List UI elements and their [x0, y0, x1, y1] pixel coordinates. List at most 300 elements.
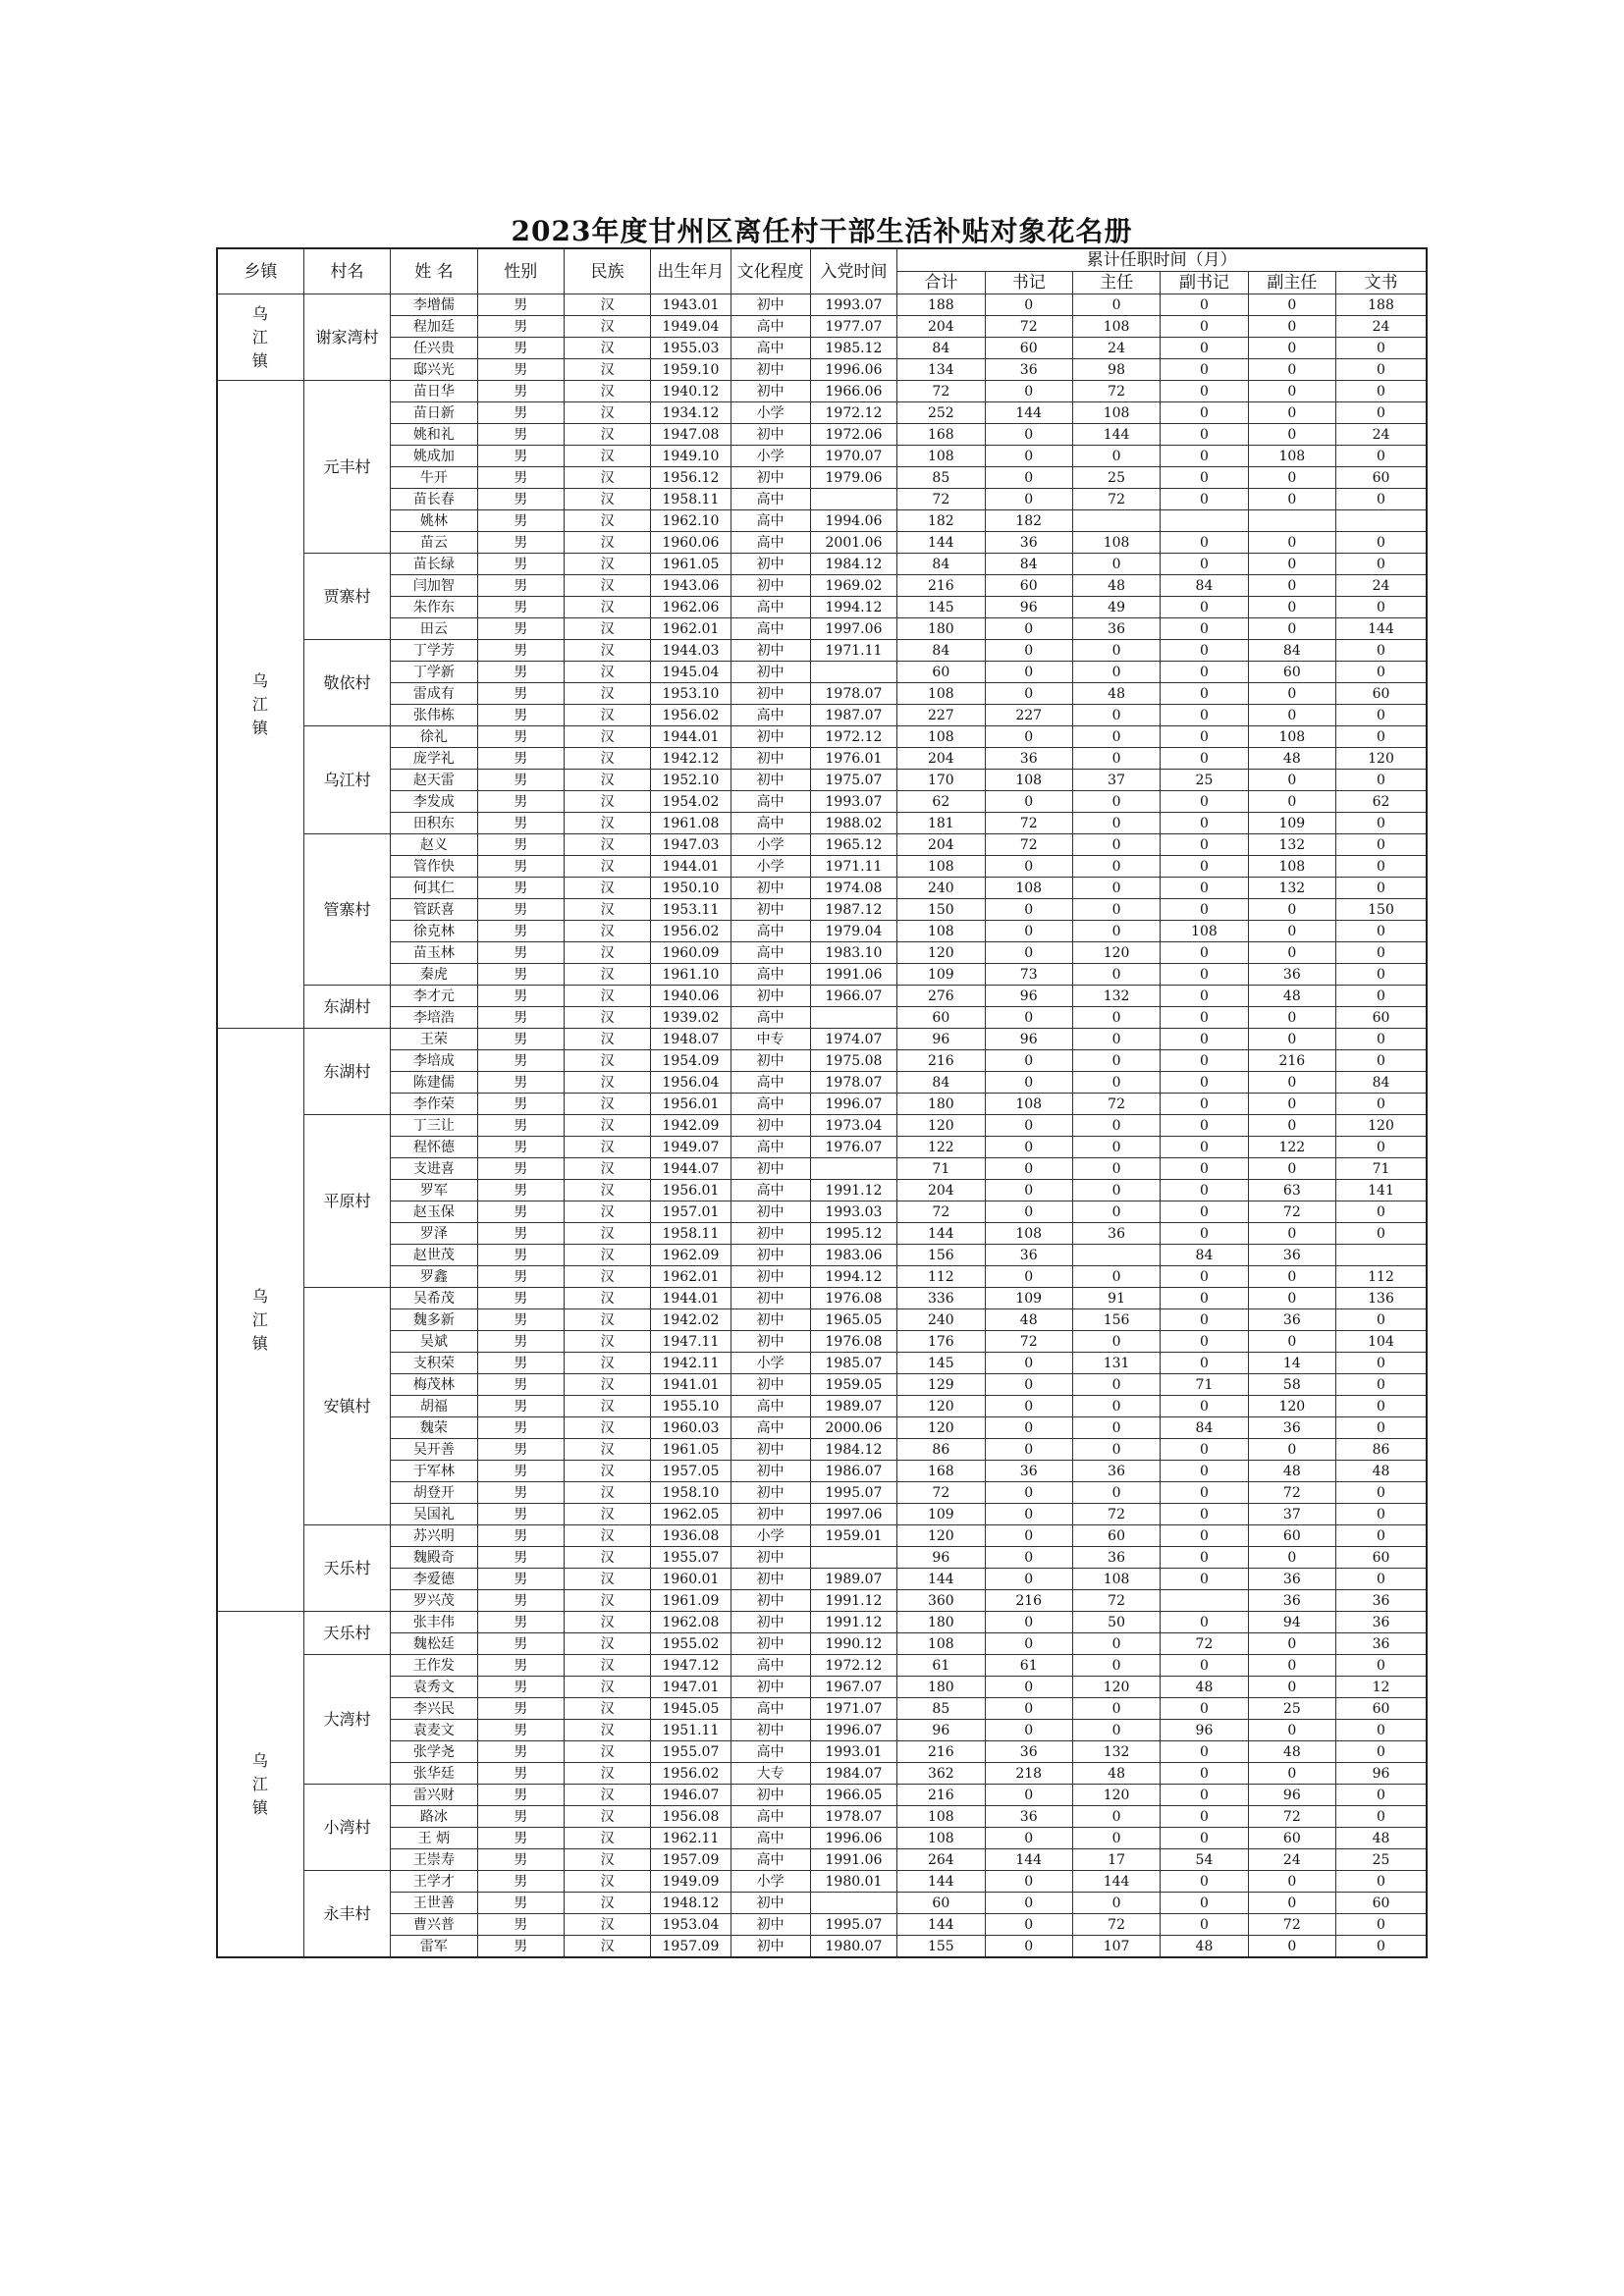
secretary-months-cell: 36 [985, 748, 1072, 770]
birth-cell: 1934.12 [651, 402, 731, 424]
deputy-director-months-cell: 48 [1248, 748, 1335, 770]
deputy-director-months-cell: 0 [1248, 1871, 1335, 1893]
deputy-secretary-months-cell: 0 [1161, 834, 1248, 856]
secretary-months-cell: 36 [985, 1741, 1072, 1763]
deputy-secretary-months-cell: 0 [1161, 446, 1248, 467]
deputy-secretary-months-cell: 0 [1161, 1763, 1248, 1785]
table-row [217, 1504, 1427, 1525]
party-cell: 1970.07 [810, 446, 896, 467]
ethnicity-cell: 汉 [564, 1180, 650, 1201]
total-months-cell: 84 [897, 338, 985, 359]
director-months-cell: 0 [1072, 1417, 1160, 1439]
secretary-months-cell: 0 [985, 489, 1072, 510]
deputy-secretary-months-cell: 96 [1161, 1720, 1248, 1741]
director-months-cell: 0 [1072, 446, 1160, 467]
director-months-cell: 0 [1072, 640, 1160, 662]
gender-cell: 男 [477, 1353, 564, 1374]
education-cell: 高中 [731, 489, 810, 510]
ethnicity-cell: 汉 [564, 1677, 650, 1698]
education-cell: 初中 [731, 1936, 810, 1958]
gender-cell: 男 [477, 532, 564, 554]
deputy-director-months-cell: 108 [1248, 726, 1335, 748]
secretary-months-cell: 0 [985, 1072, 1072, 1094]
deputy-director-months-cell: 0 [1248, 1288, 1335, 1309]
education-cell: 初中 [731, 1288, 810, 1309]
secretary-months-cell: 0 [985, 1720, 1072, 1741]
director-months-cell: 98 [1072, 359, 1160, 381]
director-months-cell: 120 [1072, 1785, 1160, 1806]
secretary-months-cell: 0 [985, 1158, 1072, 1180]
clerk-months-cell: 0 [1336, 1504, 1427, 1525]
secretary-months-cell: 0 [985, 640, 1072, 662]
birth-cell: 1954.02 [651, 791, 731, 813]
birth-cell: 1956.08 [651, 1806, 731, 1828]
roster-table [216, 247, 1428, 1958]
total-months-cell: 180 [897, 618, 985, 640]
clerk-months-cell: 60 [1336, 683, 1427, 705]
birth-cell: 1961.05 [651, 1439, 731, 1461]
director-months-cell: 0 [1072, 899, 1160, 921]
deputy-secretary-months-cell: 0 [1161, 532, 1248, 554]
secretary-months-cell: 72 [985, 316, 1072, 338]
party-cell: 1993.07 [810, 791, 896, 813]
deputy-director-months-cell: 0 [1248, 921, 1335, 942]
birth-cell: 1956.02 [651, 705, 731, 726]
gender-cell: 男 [477, 1029, 564, 1050]
village-cell: 东湖村 [303, 986, 390, 1029]
village-cell: 天乐村 [303, 1612, 390, 1655]
deputy-secretary-months-cell: 0 [1161, 1353, 1248, 1374]
director-months-cell: 0 [1072, 1655, 1160, 1677]
deputy-secretary-months-cell: 0 [1161, 1223, 1248, 1245]
gender-cell: 男 [477, 1849, 564, 1871]
table-row [217, 1309, 1427, 1331]
ethnicity-cell: 汉 [564, 316, 650, 338]
ethnicity-cell: 汉 [564, 1396, 650, 1417]
secretary-months-cell: 108 [985, 1094, 1072, 1115]
education-cell: 初中 [731, 1504, 810, 1525]
total-months-cell: 109 [897, 1504, 985, 1525]
party-cell: 1984.07 [810, 1763, 896, 1785]
party-cell: 1977.07 [810, 316, 896, 338]
ethnicity-cell: 汉 [564, 446, 650, 467]
total-months-cell: 85 [897, 467, 985, 489]
secretary-months-cell: 0 [985, 1569, 1072, 1590]
gender-cell: 男 [477, 640, 564, 662]
header-town: 乡镇 [217, 248, 303, 294]
birth-cell: 1942.09 [651, 1115, 731, 1137]
total-months-cell: 84 [897, 554, 985, 575]
table-row [217, 1050, 1427, 1072]
table-row [217, 1698, 1427, 1720]
ethnicity-cell: 汉 [564, 705, 650, 726]
total-months-cell: 112 [897, 1266, 985, 1288]
gender-cell: 男 [477, 662, 564, 683]
deputy-secretary-months-cell: 0 [1161, 1569, 1248, 1590]
ethnicity-cell: 汉 [564, 1698, 650, 1720]
village-cell: 乌江村 [303, 726, 390, 834]
education-cell: 初中 [731, 1569, 810, 1590]
secretary-months-cell: 0 [985, 1050, 1072, 1072]
party-cell: 1993.07 [810, 294, 896, 316]
deputy-director-months-cell: 0 [1248, 1266, 1335, 1288]
education-cell: 初中 [731, 726, 810, 748]
table-row [217, 1137, 1427, 1158]
ethnicity-cell: 汉 [564, 1072, 650, 1094]
ethnicity-cell: 汉 [564, 856, 650, 878]
table-row [217, 921, 1427, 942]
gender-cell: 男 [477, 381, 564, 402]
clerk-months-cell: 60 [1336, 1698, 1427, 1720]
party-cell: 1986.07 [810, 1461, 896, 1482]
town-cell [217, 381, 303, 1029]
name-cell: 雷成有 [391, 683, 477, 705]
education-cell: 初中 [731, 294, 810, 316]
party-cell: 1972.12 [810, 726, 896, 748]
name-cell: 王 炳 [391, 1828, 477, 1849]
party-cell: 1997.06 [810, 618, 896, 640]
gender-cell: 男 [477, 1158, 564, 1180]
secretary-months-cell: 0 [985, 1201, 1072, 1223]
director-months-cell: 0 [1072, 1115, 1160, 1137]
header-tenure-deputy-director: 副主任 [1248, 272, 1335, 294]
gender-cell: 男 [477, 1180, 564, 1201]
birth-cell: 1961.09 [651, 1590, 731, 1612]
total-months-cell: 108 [897, 1633, 985, 1655]
director-months-cell: 72 [1072, 1914, 1160, 1936]
education-cell: 中专 [731, 1029, 810, 1050]
village-cell: 敬依村 [303, 640, 390, 726]
party-cell: 2001.06 [810, 532, 896, 554]
deputy-secretary-months-cell: 0 [1161, 1396, 1248, 1417]
total-months-cell: 71 [897, 1158, 985, 1180]
deputy-director-months-cell: 0 [1248, 1007, 1335, 1029]
clerk-months-cell: 24 [1336, 575, 1427, 597]
party-cell: 1991.06 [810, 964, 896, 986]
name-cell: 丁三让 [391, 1115, 477, 1137]
total-months-cell: 216 [897, 575, 985, 597]
name-cell: 邸兴光 [391, 359, 477, 381]
party-cell: 1965.12 [810, 834, 896, 856]
name-cell: 庞学礼 [391, 748, 477, 770]
table-row [217, 424, 1427, 446]
birth-cell: 1951.11 [651, 1720, 731, 1741]
birth-cell: 1956.01 [651, 1094, 731, 1115]
deputy-secretary-months-cell: 84 [1161, 1417, 1248, 1439]
director-months-cell: 144 [1072, 1871, 1160, 1893]
table-row [217, 338, 1427, 359]
clerk-months-cell: 150 [1336, 899, 1427, 921]
name-cell: 陈建儒 [391, 1072, 477, 1094]
director-months-cell: 0 [1072, 1633, 1160, 1655]
ethnicity-cell: 汉 [564, 813, 650, 834]
table-row [217, 1201, 1427, 1223]
birth-cell: 1956.02 [651, 921, 731, 942]
name-cell: 雷军 [391, 1936, 477, 1958]
secretary-months-cell: 0 [985, 1785, 1072, 1806]
director-months-cell: 0 [1072, 921, 1160, 942]
gender-cell: 男 [477, 1417, 564, 1439]
clerk-months-cell: 71 [1336, 1158, 1427, 1180]
clerk-months-cell: 0 [1336, 1223, 1427, 1245]
director-months-cell: 0 [1072, 1828, 1160, 1849]
secretary-months-cell: 0 [985, 381, 1072, 402]
party-cell: 1972.12 [810, 1655, 896, 1677]
education-cell: 高中 [731, 1806, 810, 1828]
secretary-months-cell: 72 [985, 813, 1072, 834]
secretary-months-cell: 0 [985, 1504, 1072, 1525]
party-cell: 1983.10 [810, 942, 896, 964]
deputy-director-months-cell: 0 [1248, 575, 1335, 597]
deputy-secretary-months-cell: 71 [1161, 1374, 1248, 1396]
party-cell [810, 1007, 896, 1029]
party-cell: 1994.12 [810, 1266, 896, 1288]
gender-cell: 男 [477, 1374, 564, 1396]
clerk-months-cell: 0 [1336, 921, 1427, 942]
party-cell: 1969.02 [810, 575, 896, 597]
education-cell: 初中 [731, 1590, 810, 1612]
table-row [217, 813, 1427, 834]
director-months-cell: 108 [1072, 532, 1160, 554]
ethnicity-cell: 汉 [564, 1115, 650, 1137]
clerk-months-cell: 0 [1336, 964, 1427, 986]
table-row [217, 1094, 1427, 1115]
table-row [217, 467, 1427, 489]
secretary-months-cell: 61 [985, 1655, 1072, 1677]
secretary-months-cell: 0 [985, 1115, 1072, 1137]
total-months-cell: 240 [897, 878, 985, 899]
table-row [217, 770, 1427, 791]
total-months-cell: 204 [897, 316, 985, 338]
name-cell: 梅茂林 [391, 1374, 477, 1396]
deputy-secretary-months-cell [1161, 510, 1248, 532]
clerk-months-cell: 24 [1336, 316, 1427, 338]
secretary-months-cell: 0 [985, 424, 1072, 446]
gender-cell: 男 [477, 1223, 564, 1245]
name-cell: 魏松廷 [391, 1633, 477, 1655]
deputy-director-months-cell: 0 [1248, 1439, 1335, 1461]
name-cell: 苗长绿 [391, 554, 477, 575]
name-cell: 何其仁 [391, 878, 477, 899]
party-cell: 1971.11 [810, 640, 896, 662]
deputy-director-months-cell: 0 [1248, 1331, 1335, 1353]
name-cell: 李爱德 [391, 1569, 477, 1590]
total-months-cell: 109 [897, 964, 985, 986]
gender-cell: 男 [477, 1698, 564, 1720]
director-months-cell: 0 [1072, 1482, 1160, 1504]
clerk-months-cell: 120 [1336, 748, 1427, 770]
director-months-cell [1072, 1245, 1160, 1266]
secretary-months-cell: 0 [985, 1677, 1072, 1698]
party-cell: 1976.07 [810, 1137, 896, 1158]
education-cell: 初中 [731, 1893, 810, 1914]
total-months-cell: 168 [897, 1461, 985, 1482]
birth-cell: 1936.08 [651, 1525, 731, 1547]
director-months-cell: 50 [1072, 1612, 1160, 1633]
ethnicity-cell: 汉 [564, 1482, 650, 1504]
director-months-cell: 48 [1072, 683, 1160, 705]
director-months-cell: 0 [1072, 1072, 1160, 1094]
gender-cell: 男 [477, 597, 564, 618]
birth-cell: 1942.12 [651, 748, 731, 770]
deputy-director-months-cell: 0 [1248, 942, 1335, 964]
birth-cell: 1941.01 [651, 1374, 731, 1396]
birth-cell: 1949.07 [651, 1137, 731, 1158]
party-cell: 1983.06 [810, 1245, 896, 1266]
total-months-cell: 96 [897, 1547, 985, 1569]
party-cell: 1965.05 [810, 1309, 896, 1331]
secretary-months-cell: 0 [985, 1525, 1072, 1547]
clerk-months-cell: 136 [1336, 1288, 1427, 1309]
deputy-secretary-months-cell: 0 [1161, 294, 1248, 316]
name-cell: 朱作东 [391, 597, 477, 618]
director-months-cell: 72 [1072, 1590, 1160, 1612]
deputy-director-months-cell: 0 [1248, 424, 1335, 446]
secretary-months-cell: 0 [985, 446, 1072, 467]
education-cell: 初中 [731, 1115, 810, 1137]
education-cell: 初中 [731, 1677, 810, 1698]
director-months-cell: 120 [1072, 942, 1160, 964]
education-cell: 高中 [731, 1094, 810, 1115]
header-village: 村名 [303, 248, 390, 294]
gender-cell: 男 [477, 1137, 564, 1158]
deputy-director-months-cell: 48 [1248, 1741, 1335, 1763]
deputy-secretary-months-cell: 0 [1161, 1309, 1248, 1331]
village-cell: 谢家湾村 [303, 294, 390, 381]
clerk-months-cell: 60 [1336, 1007, 1427, 1029]
deputy-director-months-cell: 48 [1248, 986, 1335, 1007]
header-education: 文化程度 [731, 248, 810, 294]
director-months-cell: 36 [1072, 1547, 1160, 1569]
education-cell: 小学 [731, 1525, 810, 1547]
director-months-cell: 72 [1072, 489, 1160, 510]
deputy-director-months-cell: 36 [1248, 1569, 1335, 1590]
clerk-months-cell: 0 [1336, 878, 1427, 899]
education-cell: 高中 [731, 705, 810, 726]
party-cell: 1985.07 [810, 1353, 896, 1374]
director-months-cell: 132 [1072, 1741, 1160, 1763]
director-months-cell: 0 [1072, 834, 1160, 856]
gender-cell: 男 [477, 618, 564, 640]
education-cell: 初中 [731, 1547, 810, 1569]
table-body [217, 294, 1427, 1958]
table-row [217, 705, 1427, 726]
birth-cell: 1953.04 [651, 1914, 731, 1936]
deputy-director-months-cell: 0 [1248, 316, 1335, 338]
birth-cell: 1959.10 [651, 359, 731, 381]
table-row [217, 878, 1427, 899]
gender-cell: 男 [477, 942, 564, 964]
deputy-director-months-cell: 0 [1248, 1936, 1335, 1958]
birth-cell: 1955.10 [651, 1396, 731, 1417]
table-row [217, 791, 1427, 813]
clerk-months-cell: 0 [1336, 554, 1427, 575]
party-cell: 1989.07 [810, 1396, 896, 1417]
education-cell: 初中 [731, 1158, 810, 1180]
clerk-months-cell: 0 [1336, 705, 1427, 726]
deputy-director-months-cell: 0 [1248, 1677, 1335, 1698]
name-cell: 苗日新 [391, 402, 477, 424]
deputy-secretary-months-cell: 0 [1161, 1785, 1248, 1806]
secretary-months-cell: 0 [985, 662, 1072, 683]
gender-cell: 男 [477, 1914, 564, 1936]
education-cell: 小学 [731, 446, 810, 467]
clerk-months-cell: 0 [1336, 1417, 1427, 1439]
birth-cell: 1946.07 [651, 1785, 731, 1806]
village-cell: 安镇村 [303, 1288, 390, 1525]
village-cell: 天乐村 [303, 1525, 390, 1612]
birth-cell: 1961.05 [651, 554, 731, 575]
deputy-director-months-cell: 132 [1248, 878, 1335, 899]
name-cell: 赵义 [391, 834, 477, 856]
table-row [217, 1245, 1427, 1266]
deputy-secretary-months-cell: 0 [1161, 1137, 1248, 1158]
ethnicity-cell: 汉 [564, 964, 650, 986]
ethnicity-cell: 汉 [564, 770, 650, 791]
secretary-months-cell: 144 [985, 1849, 1072, 1871]
ethnicity-cell: 汉 [564, 1633, 650, 1655]
education-cell: 初中 [731, 1223, 810, 1245]
clerk-months-cell: 0 [1336, 856, 1427, 878]
deputy-secretary-months-cell: 0 [1161, 942, 1248, 964]
secretary-months-cell: 36 [985, 1806, 1072, 1828]
name-cell: 姚林 [391, 510, 477, 532]
education-cell: 初中 [731, 381, 810, 402]
clerk-months-cell: 0 [1336, 770, 1427, 791]
secretary-months-cell: 0 [985, 1396, 1072, 1417]
party-cell: 1996.07 [810, 1094, 896, 1115]
director-months-cell: 0 [1072, 726, 1160, 748]
secretary-months-cell: 96 [985, 1029, 1072, 1050]
director-months-cell: 0 [1072, 1806, 1160, 1828]
total-months-cell: 72 [897, 1482, 985, 1504]
deputy-director-months-cell: 48 [1248, 1461, 1335, 1482]
table-row [217, 640, 1427, 662]
secretary-months-cell: 216 [985, 1590, 1072, 1612]
director-months-cell: 120 [1072, 1677, 1160, 1698]
birth-cell: 1955.07 [651, 1741, 731, 1763]
secretary-months-cell: 0 [985, 1936, 1072, 1958]
gender-cell: 男 [477, 1785, 564, 1806]
gender-cell: 男 [477, 402, 564, 424]
total-months-cell: 360 [897, 1590, 985, 1612]
director-months-cell: 0 [1072, 1396, 1160, 1417]
secretary-months-cell: 0 [985, 1439, 1072, 1461]
secretary-months-cell: 96 [985, 597, 1072, 618]
director-months-cell: 0 [1072, 1266, 1160, 1288]
town-cell [217, 1029, 303, 1612]
table-row [217, 1785, 1427, 1806]
total-months-cell: 170 [897, 770, 985, 791]
village-cell: 小湾村 [303, 1785, 390, 1871]
clerk-months-cell: 62 [1336, 791, 1427, 813]
party-cell: 2000.06 [810, 1417, 896, 1439]
director-months-cell: 144 [1072, 424, 1160, 446]
ethnicity-cell: 汉 [564, 424, 650, 446]
birth-cell: 1947.01 [651, 1677, 731, 1698]
name-cell: 曹兴普 [391, 1914, 477, 1936]
birth-cell: 1947.08 [651, 424, 731, 446]
table-row [217, 1439, 1427, 1461]
deputy-secretary-months-cell [1161, 1590, 1248, 1612]
secretary-months-cell: 0 [985, 921, 1072, 942]
secretary-months-cell: 0 [985, 618, 1072, 640]
ethnicity-cell: 汉 [564, 921, 650, 942]
total-months-cell: 72 [897, 489, 985, 510]
gender-cell: 男 [477, 1266, 564, 1288]
deputy-secretary-months-cell: 0 [1161, 791, 1248, 813]
ethnicity-cell: 汉 [564, 942, 650, 964]
